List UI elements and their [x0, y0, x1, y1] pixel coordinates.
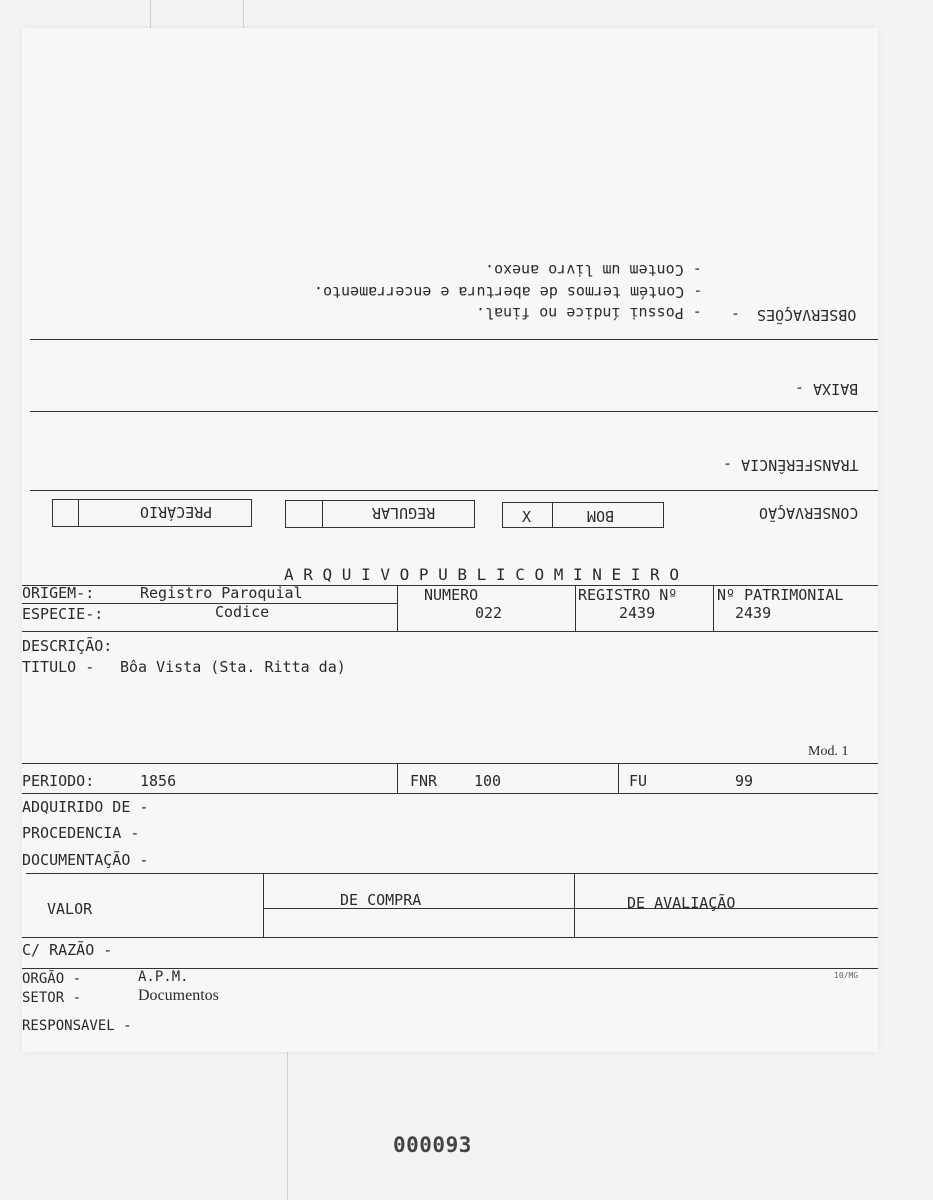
grid-divider	[397, 585, 398, 631]
divider	[22, 937, 878, 938]
orgao-label: ORGÃO -	[22, 971, 82, 987]
valor-avaliacao-label: DE AVALIAÇÃO	[627, 894, 736, 912]
divider	[263, 908, 878, 909]
conservacao-precario-label: PRECÁRIO	[140, 503, 213, 521]
grid-divider	[397, 763, 398, 793]
fnr-label: FNR	[410, 772, 438, 790]
fu-value: 99	[735, 772, 754, 790]
origem-value: Registro Paroquial	[140, 584, 303, 602]
archive-record-card	[22, 28, 878, 1052]
stamp-number: 000093	[393, 1133, 472, 1157]
divider	[30, 411, 878, 412]
valor-compra-label: DE COMPRA	[340, 891, 422, 909]
box-divider	[78, 499, 79, 527]
patrimonial-label: Nº PATRIMONIAL	[717, 586, 844, 604]
responsavel-label: RESPONSAVEL -	[22, 1018, 132, 1034]
grid-divider	[574, 873, 575, 937]
divider	[22, 793, 878, 794]
printer-mark: 10/MG	[834, 971, 859, 980]
divider	[22, 631, 878, 632]
documentacao-label: DOCUMENTAÇÃO -	[22, 851, 149, 869]
conservacao-label: CONSERVAÇÃO	[758, 504, 858, 522]
periodo-label: PERIODO:	[22, 772, 95, 790]
titulo-label: TITULO -	[22, 658, 95, 676]
box-divider	[322, 500, 323, 528]
origem-label: ORIGEM-:	[22, 584, 95, 602]
divider	[30, 339, 878, 340]
especie-value: Codice	[215, 603, 270, 621]
valor-label: VALOR	[47, 900, 93, 918]
procedencia-label: PROCEDENCIA -	[22, 824, 140, 842]
registro-value: 2439	[619, 604, 656, 622]
adquirido-label: ADQUIRIDO DE -	[22, 798, 149, 816]
institution-name: A R Q U I V O P U B L I C O M I N E I R O	[284, 565, 679, 584]
fu-label: FU	[629, 772, 648, 790]
observacoes-line-1: - Possui índice no final.	[476, 304, 702, 322]
divider	[30, 490, 878, 491]
form-model: Mod. 1	[808, 744, 849, 759]
grid-divider	[263, 873, 264, 937]
patrimonial-value: 2439	[735, 604, 772, 622]
grid-divider	[575, 585, 576, 631]
grid-divider	[713, 585, 714, 631]
divider	[26, 873, 878, 874]
box-divider	[552, 502, 553, 528]
fnr-value: 100	[474, 772, 502, 790]
especie-label: ESPECIE-:	[22, 605, 104, 623]
conservacao-regular-label: REGULAR	[372, 504, 436, 522]
transferencia-label: TRANSFERÊNCIA -	[722, 456, 858, 474]
scan-stripe	[287, 1050, 288, 1200]
razao-label: C/ RAZÃO -	[22, 941, 113, 959]
registro-label: REGISTRO Nº	[578, 586, 678, 604]
divider	[22, 763, 878, 764]
observacoes-line-3: - Contem um livro anexo.	[485, 261, 702, 279]
setor-label: SETOR -	[22, 990, 82, 1006]
orgao-value: A.P.M.	[138, 969, 189, 985]
divider	[22, 603, 397, 604]
grid-divider	[618, 763, 619, 793]
conservacao-bom-label: BOM	[587, 507, 615, 525]
baixa-label: BAIXA -	[794, 380, 858, 398]
numero-label: NUMERO	[424, 586, 479, 604]
numero-value: 022	[475, 604, 503, 622]
setor-value: Documentos	[138, 987, 219, 1004]
observacoes-line-2: - Contém termos de abertura e encerramento.	[313, 283, 702, 301]
observacoes-label: OBSERVAÇÕES	[756, 306, 856, 324]
periodo-value: 1856	[140, 772, 177, 790]
descricao-label: DESCRIÇÃO:	[22, 637, 113, 655]
observacoes-dash: -	[730, 306, 740, 324]
titulo-value: Bôa Vista (Sta. Ritta da)	[120, 658, 346, 676]
conservacao-selected-mark: X	[522, 508, 532, 526]
